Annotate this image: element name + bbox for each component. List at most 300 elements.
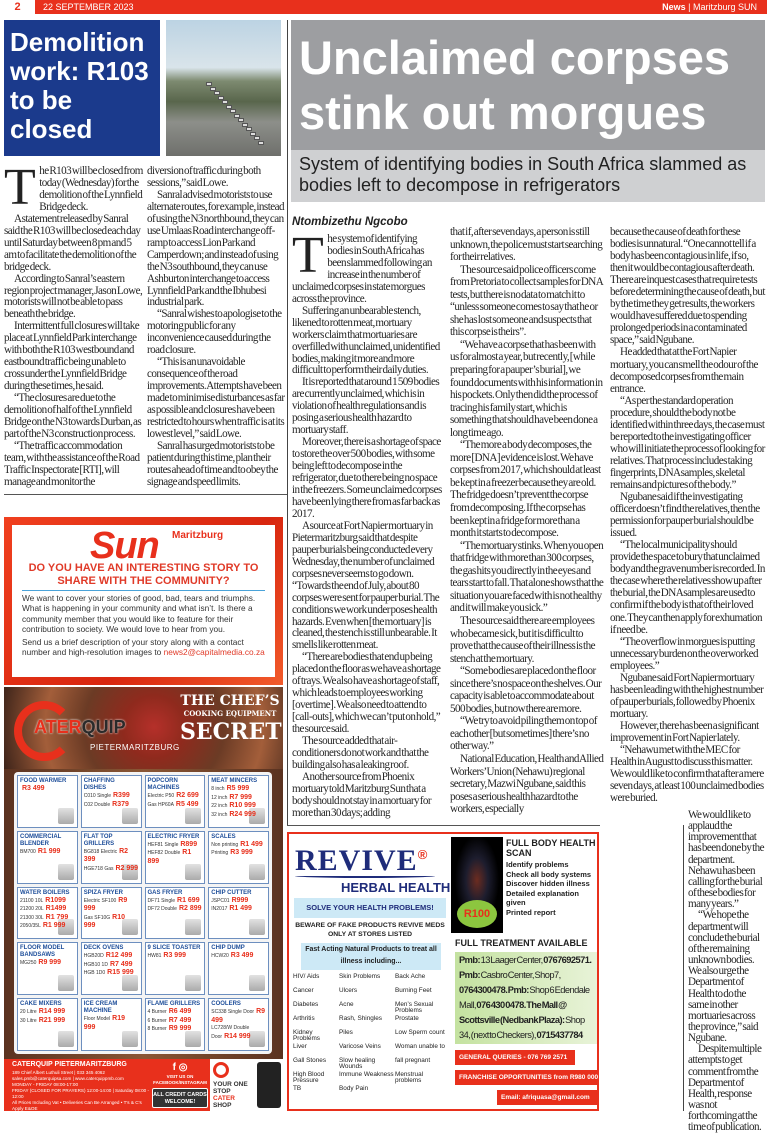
store-label: Pmb:	[459, 955, 481, 965]
product-image	[58, 864, 74, 880]
footer-title: CATERQUIP PIETERMARITZBURG	[12, 1061, 127, 1068]
paragraph	[4, 274, 143, 322]
paragraph-text: “Nehawu met with the MEC for Health in August to discuss this matter. We would like to confirm that after a mere seven days, at least 100 unclaimed bodies were buried.	[610, 744, 764, 805]
product-price-line	[211, 811, 266, 820]
product-name: FOOD WARMER	[20, 778, 67, 784]
revive-logo: REVIVE®	[295, 844, 429, 877]
paragraph	[147, 309, 286, 357]
ailment-item: High Blood Pressure	[293, 1071, 325, 1085]
product-price-line	[211, 794, 266, 803]
ailment-item: HIV/ Aids	[293, 973, 320, 980]
product-price: R5 999	[226, 785, 250, 792]
paragraph-text: “The more a body decomposes, the more [DNA] evidence is lost. We have corpses from 2017, which should at least be kept in a freezer because they are old. The fridge doesn’t prevent the corpse from decomposing. If the corpse has been kept in a fridge for more than a month it starts to decompose.	[450, 439, 601, 540]
paragraph	[688, 1044, 766, 1133]
product-card	[81, 775, 142, 828]
scan-items	[506, 860, 598, 917]
product-price: R6 499	[168, 1008, 192, 1016]
product-model: SC338 Single Door	[211, 1009, 255, 1016]
product-image	[58, 1031, 74, 1047]
product-model: 30 Litre	[20, 1017, 37, 1024]
product-name: POPCORN MACHINES	[147, 778, 180, 791]
paragraph-text: A statement released by Sanral said the R103 will be closed each day until Saturday between 8 pm and 5 am to facilitate the demolition of the bridge deck.	[4, 212, 141, 273]
car-shape	[214, 91, 220, 95]
product-card	[145, 998, 206, 1051]
product-model: C010 Single	[83, 793, 111, 799]
product-name: FLAT TOP GRILLERS	[83, 833, 115, 847]
product-card	[145, 775, 206, 828]
product-price: R7 999	[229, 793, 252, 801]
paragraph	[450, 339, 604, 439]
ailment-item: Diabetes	[293, 1001, 319, 1008]
car-shape	[210, 87, 216, 91]
ailment-item: Acne	[339, 1001, 354, 1008]
product-price: R3 499	[230, 952, 254, 960]
product-price-line	[84, 848, 139, 865]
paragraph-text: A source at Fort Napier mortuary in Pietermaritzburg said that despite pauper burials being conducted every Wednesday, the number of unclaimed corpses never seems to go down. “Towards the end of July, about 80 corpses were sent for pauper burial. The conditions we work under poses health hazards. Even when [the mortuary] is cleaned, the stench is still unbearable. It smells like rotten meat.	[292, 519, 440, 652]
product-price-line	[211, 841, 266, 850]
product-model: 4 Burner	[147, 1009, 167, 1016]
product-name: CHIP DUMP	[211, 945, 245, 952]
product-image	[122, 1031, 138, 1047]
car-shape	[242, 123, 248, 127]
paragraph-text: Another source from Phoenix mortuary told Maritzburg Sun that a body should not stay in a mortuary for more than 30 days; adding	[292, 770, 431, 819]
drop-cap: T	[4, 159, 36, 216]
paragraph	[450, 264, 604, 339]
ailment-column	[339, 974, 395, 1100]
revive-tagline: HERBAL HEALTH	[341, 880, 451, 895]
ailment-item: Liver	[293, 1043, 307, 1050]
paragraph-text: Intermittent full closures will take place at Lynnfield Park interchange with both the R103 westbound and eastbound traffic being unable to cross under the Lynnfield Bridge during these times, he said.	[4, 320, 140, 393]
section-name: News	[662, 2, 686, 12]
scan-item: Identify problems	[506, 860, 569, 869]
paragraph	[450, 615, 604, 665]
product-image	[249, 975, 265, 991]
product-model: 32 inch	[211, 811, 228, 818]
paragraph-text: The source added that air-conditioners do not work and that the building also has a leaking roof.	[292, 735, 429, 771]
car-shape	[234, 114, 240, 118]
qr-code-icon	[257, 1062, 281, 1108]
ailment-item: Skin Problems	[339, 973, 381, 980]
paragraph	[292, 772, 442, 820]
product-price-line	[84, 969, 139, 978]
product-price-line	[148, 1008, 203, 1017]
product-price-line	[20, 897, 75, 906]
ailment-item: Back Ache	[395, 973, 426, 980]
caterquip-footer	[4, 1059, 283, 1111]
ailment-item: Burning Feet	[395, 987, 432, 994]
product-name: WATER BOILERS	[20, 889, 70, 896]
product-model: 6 Burner	[147, 1017, 167, 1024]
paragraph	[450, 715, 604, 753]
product-price-line	[148, 849, 203, 866]
store-location: Casbro Center, Shop7,	[480, 970, 561, 980]
ailments-list	[293, 974, 449, 1100]
paragraph	[292, 306, 442, 378]
product-price-line	[20, 905, 75, 914]
product-price: R1 499	[229, 905, 252, 913]
facebook-icon[interactable]: f	[172, 1062, 176, 1073]
store-phone: 0715437784	[536, 1030, 583, 1040]
scan-item: Discover hidden illness	[506, 879, 590, 888]
store-label: The Mall @ Scottsville (Nedbank Plaza):	[459, 1000, 567, 1025]
ailment-item: Low Sperm count	[395, 1029, 445, 1036]
paragraph	[147, 441, 286, 489]
car-shape	[230, 109, 236, 113]
product-price: R1 699	[177, 896, 200, 904]
product-name: GAS FRYER	[147, 889, 183, 896]
paragraph-text: “The overflow in morgues is putting unnecessary burden on the overworked employees.”	[610, 635, 758, 672]
paragraph	[450, 753, 604, 816]
ailment-item: fall pregnant	[395, 1057, 431, 1064]
product-card	[17, 998, 78, 1051]
caterquip-city: PIETERMARITZBURG	[90, 743, 180, 752]
product-card	[208, 942, 269, 995]
product-price-line	[211, 897, 266, 906]
paragraph-text: The source said police officers come from Pretoria to collect samples for DNA tests, but there is no data to match it to “unless someone comes to say that he or she has lost someone and suspects that this corpse is theirs”.	[450, 263, 603, 339]
left-article-column-1	[4, 159, 143, 489]
product-card	[81, 831, 142, 884]
ailment-item: Varicose Veins	[339, 1043, 381, 1050]
sun-ad-email-link[interactable]: news2@capitalmedia.co.za	[163, 647, 265, 658]
product-price: R3 499	[22, 785, 45, 792]
paragraph-text: “This is an unavoidable consequence of the road improvements. Attempts have been made to minimise disturbances as far as possible and closures have been restricted to hours when traffic is at its lowest level,” said Lowe.	[147, 356, 285, 440]
product-model: Electric SF100	[83, 897, 117, 904]
paragraph-text: “We hope the department will conclude the burial of the remaining unknown bodies. We also urge the Department of Health to do the same in other mortuaries across the province,” said Ngubane.	[688, 909, 760, 1045]
general-queries: GENERAL QUERIES - 076 769 2571	[455, 1050, 575, 1065]
paragraph-text: “As per the standard operation procedure, should the body not be identified within three days, the case must be reported to the investigating officer who will initiate the process of looking for relatives. That process includes taking fingerprints, DNA samples, skeletal remains and pictures of the body.”	[610, 394, 765, 491]
ailment-item: Menstrual problems	[395, 1071, 424, 1085]
paragraph	[610, 744, 766, 804]
car-shape	[218, 96, 224, 100]
paragraph	[610, 395, 766, 491]
product-price-line	[148, 905, 203, 914]
product-price: R2 899	[178, 905, 202, 913]
product-image	[249, 864, 265, 880]
product-price: R1099	[45, 896, 66, 904]
paragraph-text: Despite multiple attempts to get comment from the Department of Health, response was not forthcoming at the time of publication.	[688, 1043, 762, 1134]
product-price: R2 699	[176, 792, 199, 799]
ailment-item: Cancer	[293, 987, 314, 994]
product-model: HEF82 Double	[147, 850, 181, 857]
ailment-column	[395, 974, 447, 1100]
paragraph	[450, 439, 604, 539]
ailment-item: Woman unable to	[395, 1043, 445, 1050]
caterquip-banner	[4, 687, 283, 769]
product-price-line	[211, 785, 266, 794]
product-image	[58, 975, 74, 991]
product-model: 21200 20L	[20, 906, 44, 913]
product-price: R15 999	[107, 969, 134, 977]
product-price-line	[20, 1017, 75, 1026]
main-article-column-3-continued	[688, 810, 766, 1134]
product-price: R379	[112, 800, 129, 808]
product-model: 8 Burner	[147, 1026, 167, 1033]
paragraph-text: “There are bodies that end up being placed on the floor as we have a shortage of trays. We also have a shortage of staff, which leads to employees working [overtime]. We also need to attend to [call-outs], which we can’t put on hold,” the source said.	[292, 651, 441, 736]
product-price: R1 999	[42, 922, 66, 930]
paragraph	[4, 393, 143, 441]
product-price-line	[20, 922, 75, 931]
ailment-item: Kidney Problems	[293, 1029, 320, 1043]
product-model: C02 Double	[83, 801, 111, 808]
paragraph	[292, 736, 442, 772]
product-card	[81, 998, 142, 1051]
product-price-line	[20, 914, 75, 923]
store-label: Pmb:	[459, 970, 481, 980]
paragraph	[610, 636, 766, 672]
paragraph	[610, 491, 766, 539]
price-badge: R100	[457, 900, 497, 928]
scan-item: Detailed explanation given	[506, 888, 579, 907]
product-model: HGB20D	[83, 953, 104, 960]
ailment-item: Prostate	[395, 1015, 419, 1022]
one-stop-block	[210, 1059, 283, 1111]
product-price-line	[148, 1025, 203, 1034]
product-card	[208, 998, 269, 1051]
product-price-line	[20, 959, 75, 968]
store-phone: 076 430 0478.	[476, 1000, 526, 1010]
paragraph	[610, 226, 766, 346]
product-name: CHAFFING DISHES	[83, 778, 115, 791]
product-card	[145, 887, 206, 940]
product-model: IN2017	[211, 906, 228, 913]
ailment-item: Ulcers	[339, 987, 358, 994]
caterquip-ad	[4, 687, 283, 1111]
product-name: SCALES	[211, 833, 236, 840]
product-model: Gas HP60A	[147, 801, 174, 808]
byline: Ntombizethu Ngcobo	[292, 216, 408, 228]
car-shape	[246, 127, 252, 131]
beware-notice: BEWARE OF FAKE PRODUCTS REVIVE MEDS ONLY AT STORES LISTED	[295, 922, 445, 938]
paragraph-text: “We have a corpse that has been with us for almost a year, but recently, [while preparing for a pauper’s burial], we found documents with his information in his pockets. Only then did the process of tracing his family start, which is something that should have been done a long time ago.	[450, 338, 603, 439]
paragraph-text: “The local municipality should provide the space to bury that unclaimed body and the grave number is recorded. In the case where the relatives show up after the burial, the DNA samples are used to confirm if the body is that of their loved one. They can then apply for exhumation if need be.	[610, 539, 765, 636]
ailment-item: Men’s Sexual Problems	[395, 1001, 434, 1015]
column-divider	[287, 20, 288, 825]
product-price: R7 499	[109, 960, 133, 968]
product-name: SPIZA FRYER	[83, 889, 123, 896]
fast-acting-banner: Fast Acting Natural Products to treat all illness including...	[301, 943, 441, 970]
social-block[interactable]	[152, 1062, 208, 1085]
left-headline: Demolition work: R103 to be closed	[4, 20, 160, 156]
credit-cards-badge: ALL CREDIT CARDS WELCOME!	[152, 1088, 208, 1108]
section-label: News | Maritzburg SUN	[662, 2, 757, 12]
one-stop-text: YOUR ONE STOP	[213, 1081, 248, 1095]
product-model: Electric P50	[147, 793, 175, 799]
product-image	[249, 919, 265, 935]
ailment-item: Arthritis	[293, 1015, 315, 1022]
store-phone: 0767692571.	[543, 955, 592, 965]
footer-line: sales.pmb@caterquipsa.com | www.caterquippmb.com	[12, 1076, 124, 1081]
product-price: R19 999	[83, 1015, 125, 1031]
product-card	[81, 942, 142, 995]
product-price-line	[148, 801, 203, 810]
product-price: R1499	[45, 905, 67, 913]
paragraph	[610, 539, 766, 635]
store-phone: 0764300478.	[459, 985, 508, 995]
sun-logo: Sun Maritzburg	[90, 525, 224, 567]
product-price: R9 999	[168, 1025, 192, 1033]
paragraph-text: Ngubane said if the investigating officer doesn’t find the relatives, then the permission for pauper burial should be issued.	[610, 491, 760, 540]
store-addresses	[455, 952, 597, 1044]
main-article-column-2	[450, 226, 604, 816]
ailment-column	[293, 974, 339, 1100]
product-price: R3 999	[163, 952, 186, 960]
paragraph	[4, 441, 143, 489]
product-price-line	[20, 1008, 75, 1017]
masthead-bar	[0, 0, 767, 14]
product-card	[81, 887, 142, 940]
product-card	[17, 887, 78, 940]
product-price: R10 999	[83, 913, 125, 930]
issue-date: 22 SEPTEMBER 2023	[43, 2, 134, 12]
product-card	[208, 887, 269, 940]
paragraph	[688, 910, 766, 1044]
ailment-item: Body Pain	[339, 1085, 369, 1092]
car-shape	[222, 100, 228, 104]
paragraph-text: Suffering an unbearable stench, likened to rotten meat, mortuary workers claim that mortuaries are overfilled with unclaimed, unidentified bodies, making it more and more difficult to perform their daily duties.	[292, 304, 440, 377]
car-shape	[226, 105, 232, 109]
paragraph	[147, 190, 286, 310]
paragraph-text: Moreover, there is a shortage of space to store the over 500 bodies, with some being left to decompose in the refrigerator, due to there being no space in the freezers. Some unclaimed corpses have been lying there from as far back as 2017.	[292, 436, 442, 520]
paragraph-text: “We try to avoid piling them on top of each other [but sometimes] there’s no other way.”	[450, 715, 597, 753]
product-grid	[14, 772, 272, 1054]
one-stop-shop: SHOP	[213, 1102, 232, 1109]
product-price: R999	[231, 896, 249, 904]
instagram-icon[interactable]: ◎	[178, 1062, 188, 1073]
product-model: Gas SF10G	[83, 914, 111, 921]
product-name: FLOOR MODEL BANDSAWS	[20, 945, 65, 959]
product-price-line	[20, 848, 75, 857]
product-price-line	[84, 961, 139, 970]
product-name: DECK OVENS	[83, 945, 124, 952]
product-model: LC728/W Double Door	[211, 1025, 250, 1040]
product-name: ICE CREAM MACHINE	[83, 1001, 118, 1015]
product-model: Non printing	[211, 841, 239, 848]
product-price: R2 399	[83, 847, 129, 864]
car-shape	[238, 118, 244, 122]
footer-line: FRIDAY (CLOSED FOR PRAYERS) 12:00-14:00 | Saturday 08:00 - 12:00	[12, 1088, 150, 1099]
product-model: HGB10 1D	[83, 961, 108, 968]
paragraph	[688, 810, 766, 910]
product-price-line	[148, 841, 203, 850]
paragraph	[4, 159, 143, 216]
product-price-line	[84, 1015, 139, 1032]
publication-name: Maritzburg SUN	[692, 2, 757, 12]
product-model: HW81	[147, 953, 162, 960]
product-name: COOLERS	[211, 1001, 241, 1008]
product-price: R12 499	[105, 952, 133, 960]
paragraph-text: Sanral advised motorists to use alternate routes, for example, instead of using the N3 northbound, they can use Umlaas Road interchange off-ramp to access Lion Park and Camperdown; and instead of using the N3 southbound, they can use Ashburton interchange to access Lynnfield Park and the Ibhubesi industrial park.	[147, 188, 284, 309]
left-article-column-2	[147, 166, 286, 489]
store-address	[459, 955, 591, 965]
paragraph-text: diversion of traffic during both sessions,” said Lowe.	[147, 165, 261, 189]
product-card	[17, 942, 78, 995]
product-price-line	[211, 1008, 266, 1025]
paragraph-text: he system of identifying bodies in South Africa has been slammed following an increase in the number of unclaimed corpses in state morgues across the province.	[292, 233, 432, 305]
product-name: CAKE MIXERS	[20, 1001, 62, 1008]
paragraph	[610, 346, 766, 394]
paragraph-text: According to Sanral’s eastern region project manager, Jason Lowe, motorists will not be able to pass beneath the bridge.	[4, 272, 143, 321]
product-price: R3 999	[230, 849, 253, 857]
paragraph-text: We would like to applaud the improvement that has been done by the department. Nehawu has been calling for the burial of these bodies for many years.”	[688, 809, 765, 911]
product-model: HGE718 Gas	[83, 865, 114, 872]
highway-traffic-photo	[166, 20, 281, 156]
product-image	[185, 808, 201, 824]
drop-cap: T	[292, 227, 324, 284]
store-location: Shop 6 Edendale Mall,	[459, 985, 590, 1010]
product-image	[185, 975, 201, 991]
product-price-line	[84, 914, 139, 931]
footer-line: All Prices Including Vat • Deliveries Can Be Arranged • T’s & C’s Apply E&OE	[12, 1100, 142, 1111]
paragraph	[610, 672, 766, 720]
product-price: R5 499	[175, 800, 199, 808]
paragraph-text: National Education, Health and Allied Workers’ Union (Nehawu) regional secretary, Mazwi Ngubane, said this poses a serious health hazard to the workers, especially	[450, 752, 604, 816]
caterquip-logo: ATERQUIP	[34, 717, 126, 737]
paragraph	[450, 665, 604, 715]
product-name: CHIP CUTTER	[211, 889, 252, 896]
product-price: R24 999	[229, 810, 256, 818]
product-price-line	[211, 1025, 266, 1041]
franchise-opportunities: FRANCHISE OPPORTUNITIES from R980 000	[455, 1070, 597, 1085]
product-price-line	[20, 785, 75, 794]
product-price: R9 999	[83, 896, 128, 913]
ailment-item: Immune Weakness	[339, 1071, 394, 1078]
product-price: R10 999	[229, 802, 256, 809]
product-model: HCW20	[211, 953, 229, 960]
ailment-item: Gall Stones	[293, 1057, 327, 1064]
product-model: 8 inch	[211, 786, 225, 792]
product-price-line	[148, 897, 203, 906]
product-price-line	[148, 1017, 203, 1026]
sun-ad-cta: Send us a brief description of your story along with a contact number and high-resolution images to	[22, 637, 244, 658]
product-card	[208, 775, 269, 828]
main-subheadline: System of identifying bodies in South Africa slammed as bodies left to decompose in refrigerators	[291, 150, 765, 202]
paragraph-text: “Sanral wishes to apologise to the motoring public for any inconvenience caused during the road closure.	[147, 308, 282, 357]
store-location: 13 Laager Center,	[480, 955, 544, 965]
social-text: VISIT US ON FACEBOOK/INSTAGRAM	[153, 1074, 207, 1085]
product-price: R1 899	[147, 849, 192, 865]
scan-item: Check all body systems	[506, 869, 592, 879]
product-model: DF72 Double	[147, 906, 177, 913]
paragraph-text: that if, after seven days, a person is still unknown, the police must start searching for their relatives.	[450, 226, 603, 264]
treatment-label: FULL TREATMENT AVAILABLE	[455, 938, 588, 948]
scan-item: Printed report	[506, 907, 556, 917]
paragraph-text: “The traffic accommodation team, with the assistance of the Road Traffic Inspectorate [RTI], will manage and monitor the	[4, 439, 140, 488]
paragraph	[4, 321, 143, 393]
one-stop-cater: CATER	[213, 1095, 235, 1102]
product-card	[208, 831, 269, 884]
product-price: R21 999	[38, 1016, 66, 1024]
paragraph	[292, 377, 442, 437]
divider-line	[287, 825, 600, 826]
ailment-item: TB	[293, 1085, 302, 1092]
paragraph	[147, 166, 286, 190]
product-model: DF71 Single	[147, 897, 176, 904]
car-shape	[206, 82, 212, 86]
product-model: Floor Model	[83, 1016, 111, 1023]
product-name: FLAME GRILLERS	[147, 1001, 201, 1008]
product-price: R399	[113, 792, 130, 799]
paragraph-text: “The closures are due to the demolition of half of the Lynnfield Bridge on the N3 towards Durban, as part of the N3 construction process.	[4, 392, 142, 440]
product-price: R9 999	[38, 959, 61, 967]
page-number: 2	[0, 0, 35, 14]
product-card	[17, 831, 78, 884]
paragraph	[147, 357, 286, 441]
product-model: 22 inch	[211, 803, 228, 809]
contact-email[interactable]: Email: afriquasa@gmail.com	[497, 1090, 597, 1105]
caterquip-slogan: THE CHEF’S COOKING EQUIPMENT SECRET	[180, 693, 282, 745]
main-article-column-1	[292, 227, 442, 820]
product-model: 21100 10L	[20, 897, 44, 904]
